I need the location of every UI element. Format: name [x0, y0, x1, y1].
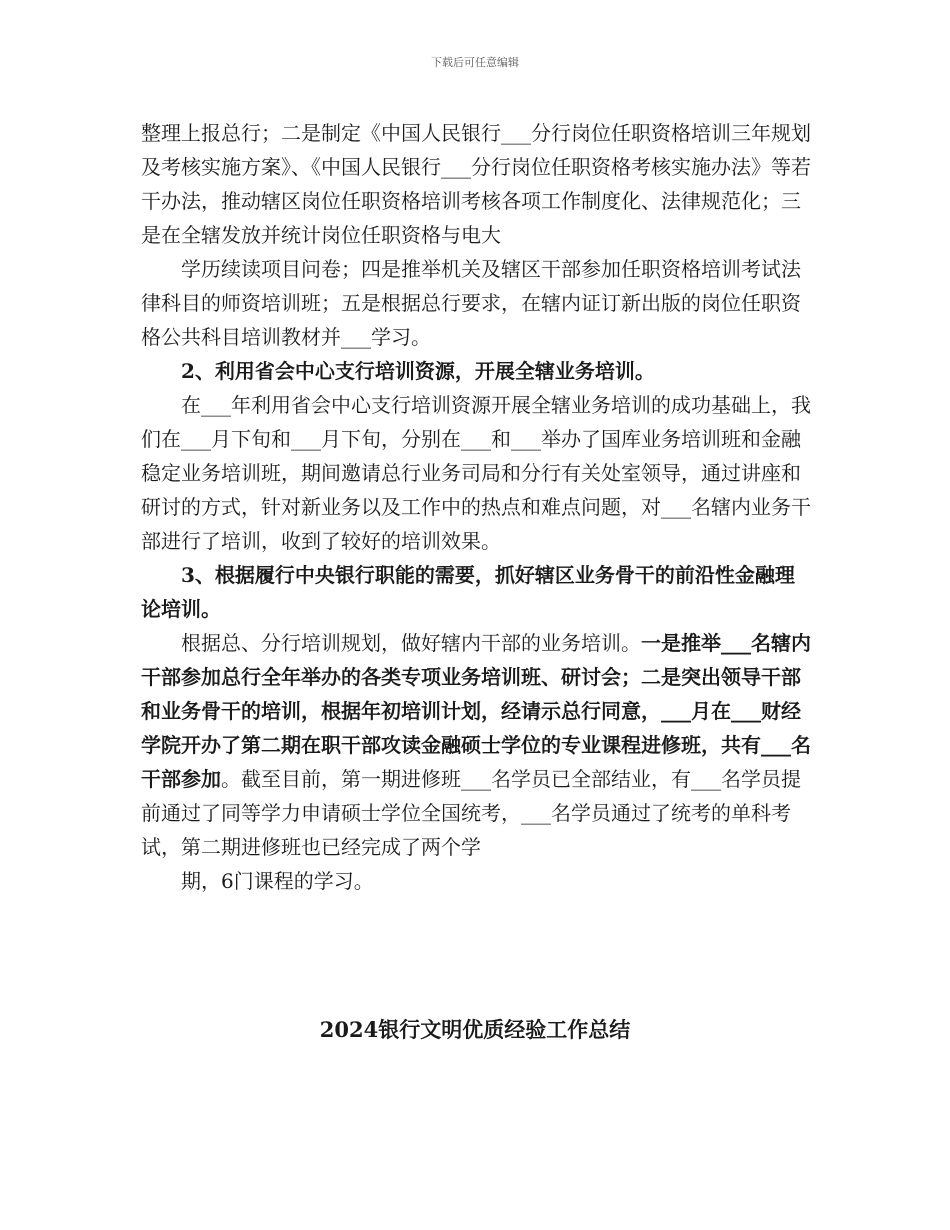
document-body: [141, 116, 813, 898]
section-heading: 2、利用省会中心支行培训资源，开展全辖业务培训。: [181, 359, 655, 383]
paragraph-text: 。截至目前，第一期进修班___名学员已全部结业，有___名学员提前通过了同等学力申请硕士学位全国统考，___名学员通过了统考的单科考试，第二期进修班也已经完成了两个学: [141, 767, 801, 859]
page-header: 下载后可任意编辑: [431, 56, 519, 69]
paragraph: 期，6门课程的学习。: [181, 869, 374, 893]
paragraph-text: 根据总、分行培训规划，做好辖内干部的业务培训。: [181, 631, 641, 655]
paragraph: [141, 626, 813, 864]
paragraph: 学历续读项目问卷；四是推举机关及辖区干部参加任职资格培训考试法律科目的师资培训班；五是根据总行要求，在辖内证订新出版的岗位任职资格公共科目培训教材并___学习。: [141, 257, 801, 349]
paragraph: 在___年利用省会中心支行培训资源开展全辖业务培训的成功基础上，我们在___月下旬和___月下旬，分别在___和___举办了国库业务培训班和金融稳定业务培训班，期间邀请总行业务司局和分行有关处室领导，通过讲座和研讨的方式，针对新业务以及工作中的热点和难点问题，对___名辖内业务干部进行了培训，收到了较好的培训效果。: [141, 393, 811, 553]
paragraph-bold-text: 一是推举___名辖内干部参加总行全年举办的各类专项业务培训班、研讨会；二是突出领导干部和业务骨干的培训，根据年初培训计划，经请示总行同意，___月在___财经学院开办了第二期在职干部攻读金融硕士学位的专业课程进修班，共有___名干部参加: [141, 631, 811, 791]
paragraph: 整理上报总行；二是制定《中国人民银行___分行岗位任职资格培训三年规划及考核实施方案》、《中国人民银行___分行岗位任职资格考核实施办法》等若干办法，推动辖区岗位任职资格培训考核各项工作制度化、法律规范化；三是在全辖发放并统计岗位任职资格与电大: [141, 121, 811, 247]
section-heading: 3、根据履行中央银行职能的需要，抓好辖区业务骨干的前沿性金融理论培训。: [141, 563, 795, 621]
document-title: 2024银行文明优质经验工作总结: [319, 1017, 631, 1042]
